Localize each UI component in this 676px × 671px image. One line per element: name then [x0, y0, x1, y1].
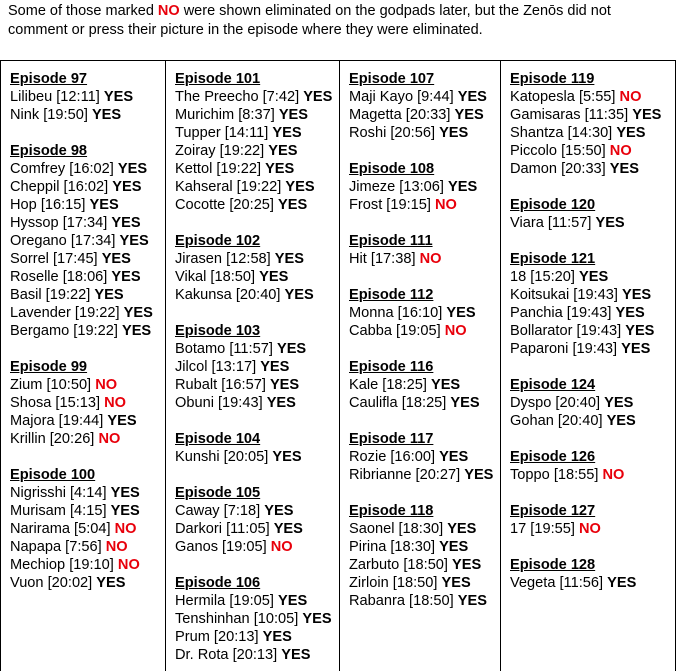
- contestant-name-time: Gamisaras [11:35]: [510, 107, 629, 123]
- contestant-name-time: Jilcol [13:17]: [175, 359, 257, 375]
- verdict-yes: YES: [615, 305, 645, 321]
- episode-title: Episode 116: [349, 359, 434, 375]
- contestant-name-time: Damon [20:33]: [510, 161, 606, 177]
- episode-title: Episode 100: [10, 467, 96, 483]
- contestant-entry: [175, 538, 339, 556]
- contestant-entry: [510, 466, 675, 484]
- verdict-yes: YES: [607, 575, 637, 591]
- table-column-2: [165, 61, 339, 671]
- contestant-entry: [175, 340, 339, 358]
- verdict-yes: YES: [273, 521, 303, 537]
- contestant-name-time: Kettol [19:22]: [175, 161, 262, 177]
- contestant-entry: [10, 538, 165, 556]
- contestant-name-time: Nink [19:50]: [10, 107, 88, 123]
- intro-text-before: Some of those marked: [8, 3, 158, 19]
- table-column-4: [500, 61, 675, 671]
- intro-text-after: were shown eliminated on the godpads later, but the Zenōs did not comment or press their picture in the episode where they were eliminated.: [8, 3, 611, 38]
- contestant-entry: [510, 304, 675, 322]
- contestant-entry: [175, 628, 339, 646]
- contestant-name-time: Piccolo [15:50]: [510, 143, 606, 159]
- verdict-yes: YES: [454, 107, 484, 123]
- episode-title: Episode 101: [175, 71, 261, 87]
- verdict-no: NO: [105, 539, 128, 555]
- episode-title: Episode 124: [510, 377, 596, 393]
- contestant-name-time: Darkori [11:05]: [175, 521, 270, 537]
- contestant-name-time: Dr. Rota [20:13]: [175, 647, 278, 663]
- contestant-entry: [349, 574, 500, 592]
- contestant-entry: [10, 484, 165, 502]
- contestant-entry: [10, 322, 165, 340]
- verdict-yes: YES: [439, 449, 469, 465]
- contestant-entry: [10, 412, 165, 430]
- verdict-yes: YES: [302, 611, 332, 627]
- contestant-name-time: Prum [20:13]: [175, 629, 259, 645]
- contestant-name-time: The Preecho [7:42]: [175, 89, 300, 105]
- contestant-name-time: Nigrisshi [4:14]: [10, 485, 107, 501]
- contestant-name-time: Hop [16:15]: [10, 197, 86, 213]
- verdict-yes: YES: [107, 413, 137, 429]
- contestant-name-time: Obuni [19:43]: [175, 395, 263, 411]
- verdict-yes: YES: [274, 251, 304, 267]
- contestant-name-time: Tupper [14:11]: [175, 125, 269, 141]
- contestant-entry: [175, 376, 339, 394]
- verdict-yes: YES: [278, 197, 308, 213]
- contestant-entry: [510, 412, 675, 430]
- contestant-entry: [10, 556, 165, 574]
- verdict-yes: YES: [265, 161, 295, 177]
- contestant-name-time: Kunshi [20:05]: [175, 449, 269, 465]
- contestant-name-time: Monna [16:10]: [349, 305, 443, 321]
- verdict-yes: YES: [278, 593, 308, 609]
- contestant-name-time: Gohan [20:40]: [510, 413, 603, 429]
- contestant-entry: [10, 178, 165, 196]
- contestant-entry: [175, 196, 339, 214]
- contestant-entry: [510, 520, 675, 538]
- contestant-name-time: Shantza [14:30]: [510, 125, 613, 141]
- verdict-yes: YES: [450, 395, 480, 411]
- contestant-entry: [175, 160, 339, 178]
- intro-note: [8, 2, 672, 40]
- contestant-entry: [349, 106, 500, 124]
- verdict-yes: YES: [119, 233, 149, 249]
- verdict-yes: YES: [285, 179, 315, 195]
- verdict-yes: YES: [446, 305, 476, 321]
- verdict-yes: YES: [268, 143, 298, 159]
- contestant-name-time: Katopesla [5:55]: [510, 89, 616, 105]
- contestant-name-time: Saonel [18:30]: [349, 521, 444, 537]
- contestant-entry: [349, 124, 500, 142]
- contestant-name-time: Basil [19:22]: [10, 287, 91, 303]
- verdict-yes: YES: [447, 179, 478, 195]
- contestant-name-time: Majora [19:44]: [10, 413, 104, 429]
- contestant-entry: [349, 538, 500, 556]
- contestant-entry: [349, 304, 500, 322]
- verdict-yes: YES: [278, 107, 309, 123]
- episode-title: Episode 99: [10, 359, 88, 375]
- episode-block: [175, 322, 339, 412]
- contestant-entry: [175, 394, 339, 412]
- verdict-yes: YES: [121, 323, 152, 339]
- contestant-entry: [10, 160, 165, 178]
- episode-block: [175, 484, 339, 556]
- episode-block: [10, 142, 165, 340]
- contestant-name-time: Panchia [19:43]: [510, 305, 612, 321]
- verdict-yes: YES: [616, 125, 646, 141]
- episode-title: Episode 126: [510, 449, 596, 465]
- contestant-entry: [175, 358, 339, 376]
- contestant-entry: [349, 250, 500, 268]
- contestant-name-time: Botamo [11:57]: [175, 341, 273, 357]
- episode-block: [510, 70, 675, 178]
- contestant-name-time: Zirloin [18:50]: [349, 575, 438, 591]
- verdict-yes: YES: [96, 575, 126, 591]
- contestant-name-time: Zarbuto [18:50]: [349, 557, 448, 573]
- episode-block: [175, 574, 339, 664]
- verdict-yes: YES: [259, 269, 289, 285]
- contestant-entry: [175, 520, 339, 538]
- episode-block: [349, 232, 500, 268]
- contestant-name-time: Jirasen [12:58]: [175, 251, 271, 267]
- contestant-entry: [510, 574, 675, 592]
- contestant-name-time: Tenshinhan [10:05]: [175, 611, 299, 627]
- contestant-entry: [175, 88, 339, 106]
- episode-title: Episode 118: [349, 503, 434, 519]
- verdict-yes: YES: [94, 287, 124, 303]
- verdict-no: NO: [619, 89, 642, 105]
- contestant-name-time: Hit [17:38]: [349, 251, 416, 267]
- verdict-no: NO: [104, 395, 127, 411]
- contestant-entry: [510, 160, 675, 178]
- contestant-name-time: Paparoni [19:43]: [510, 341, 618, 357]
- episode-block: [510, 196, 675, 232]
- contestant-entry: [10, 394, 165, 412]
- contestant-entry: [175, 610, 339, 628]
- verdict-yes: YES: [609, 161, 639, 177]
- verdict-yes: YES: [464, 467, 494, 483]
- verdict-no: NO: [270, 539, 293, 555]
- verdict-yes: YES: [272, 449, 302, 465]
- contestant-name-time: Dyspo [20:40]: [510, 395, 601, 411]
- contestant-name-time: Roselle [18:06]: [10, 269, 108, 285]
- contestant-entry: [175, 502, 339, 520]
- verdict-yes: YES: [111, 215, 141, 231]
- verdict-yes: YES: [110, 485, 140, 501]
- verdict-yes: YES: [621, 287, 652, 303]
- contestant-entry: [510, 214, 675, 232]
- episode-block: [10, 358, 165, 448]
- contestant-entry: [10, 502, 165, 520]
- contestant-entry: [10, 88, 165, 106]
- episode-title: Episode 106: [175, 575, 261, 591]
- episode-block: [510, 556, 675, 592]
- episode-block: [10, 70, 165, 124]
- verdict-yes: YES: [272, 125, 302, 141]
- contestant-name-time: Pirina [18:30]: [349, 539, 435, 555]
- contestant-entry: [10, 520, 165, 538]
- contestant-name-time: Koitsukai [19:43]: [510, 287, 618, 303]
- intro-no-word: NO: [157, 3, 180, 19]
- contestant-name-time: Murichim [8:37]: [175, 107, 275, 123]
- contestant-entry: [175, 178, 339, 196]
- contestant-entry: [175, 142, 339, 160]
- contestant-name-time: Lilibeu [12:11]: [10, 89, 100, 105]
- contestant-entry: [349, 376, 500, 394]
- contestant-entry: [510, 142, 675, 160]
- episode-title: Episode 108: [349, 161, 435, 177]
- contestant-entry: [349, 178, 500, 196]
- verdict-yes: YES: [303, 89, 333, 105]
- contestant-entry: [349, 466, 500, 484]
- episode-block: [349, 286, 500, 340]
- verdict-yes: YES: [269, 377, 300, 393]
- contestant-entry: [175, 250, 339, 268]
- contestant-entry: [510, 340, 675, 358]
- verdict-yes: YES: [281, 647, 311, 663]
- verdict-yes: YES: [89, 197, 119, 213]
- contestant-name-time: Caway [7:18]: [175, 503, 261, 519]
- contestant-name-time: Vikal [18:50]: [175, 269, 256, 285]
- episode-title: Episode 97: [10, 71, 88, 87]
- contestant-entry: [10, 286, 165, 304]
- episode-title: Episode 120: [510, 197, 596, 213]
- verdict-yes: YES: [284, 287, 314, 303]
- verdict-yes: YES: [264, 503, 294, 519]
- verdict-yes: YES: [604, 395, 634, 411]
- contestant-name-time: Cheppil [16:02]: [10, 179, 109, 195]
- contestant-entry: [349, 394, 500, 412]
- contestant-name-time: Toppo [18:55]: [510, 467, 599, 483]
- contestant-name-time: Zoiray [19:22]: [175, 143, 265, 159]
- verdict-yes: YES: [447, 521, 477, 537]
- episode-block: [175, 430, 339, 466]
- verdict-yes: YES: [606, 413, 636, 429]
- verdict-yes: YES: [439, 539, 469, 555]
- verdict-yes: YES: [621, 341, 651, 357]
- contestant-name-time: Comfrey [16:02]: [10, 161, 114, 177]
- contestant-name-time: Rubalt [16:57]: [175, 377, 266, 393]
- verdict-yes: YES: [123, 305, 153, 321]
- verdict-yes: YES: [117, 161, 148, 177]
- contestant-entry: [349, 448, 500, 466]
- contestant-name-time: 17 [19:55]: [510, 521, 575, 537]
- episode-block: [349, 358, 500, 412]
- episode-block: [510, 448, 675, 484]
- episode-title: Episode 128: [510, 557, 596, 573]
- episode-title: Episode 104: [175, 431, 261, 447]
- contestant-name-time: Hyssop [17:34]: [10, 215, 108, 231]
- contestant-entry: [349, 520, 500, 538]
- contestant-entry: [510, 286, 675, 304]
- verdict-yes: YES: [266, 395, 296, 411]
- verdict-yes: YES: [110, 503, 140, 519]
- verdict-no: NO: [578, 521, 601, 537]
- contestant-name-time: Murisam [4:15]: [10, 503, 107, 519]
- verdict-no: NO: [114, 521, 137, 537]
- episode-title: Episode 127: [510, 503, 596, 519]
- verdict-yes: YES: [595, 215, 625, 231]
- contestant-entry: [349, 196, 500, 214]
- episode-title: Episode 112: [349, 287, 434, 303]
- contestant-name-time: Kakunsa [20:40]: [175, 287, 281, 303]
- contestant-entry: [10, 268, 165, 286]
- verdict-yes: YES: [91, 107, 122, 123]
- contestant-name-time: Caulifla [18:25]: [349, 395, 447, 411]
- episode-title: Episode 119: [510, 71, 595, 87]
- contestant-name-time: Rabanra [18:50]: [349, 593, 454, 609]
- verdict-yes: YES: [452, 557, 482, 573]
- episode-block: [10, 466, 165, 592]
- verdict-no: NO: [609, 143, 632, 159]
- verdict-no: NO: [444, 323, 467, 339]
- verdict-yes: YES: [260, 359, 290, 375]
- verdict-no: NO: [435, 197, 457, 213]
- contestant-name-time: Rozie [16:00]: [349, 449, 435, 465]
- contestant-name-time: Hermila [19:05]: [175, 593, 274, 609]
- elimination-table: [0, 60, 676, 671]
- contestant-name-time: Shosa [15:13]: [10, 395, 101, 411]
- contestant-name-time: Lavender [19:22]: [10, 305, 120, 321]
- contestant-entry: [510, 88, 675, 106]
- contestant-name-time: Cabba [19:05]: [349, 323, 441, 339]
- verdict-yes: YES: [457, 89, 487, 105]
- episode-block: [510, 250, 675, 358]
- contestant-entry: [510, 322, 675, 340]
- contestant-entry: [10, 430, 165, 448]
- contestant-name-time: Vuon [20:02]: [10, 575, 93, 591]
- contestant-name-time: Mechiop [19:10]: [10, 557, 114, 573]
- contestant-entry: [175, 106, 339, 124]
- contestant-entry: [175, 286, 339, 304]
- episode-title: Episode 102: [175, 233, 261, 249]
- verdict-yes: YES: [441, 575, 471, 591]
- contestant-name-time: Kale [18:25]: [349, 377, 427, 393]
- contestant-name-time: Ganos [19:05]: [175, 539, 267, 555]
- verdict-no: NO: [419, 251, 442, 267]
- verdict-no: NO: [602, 467, 625, 483]
- verdict-yes: YES: [457, 593, 487, 609]
- contestant-name-time: Bollarator [19:43]: [510, 323, 622, 339]
- verdict-yes: YES: [578, 269, 609, 285]
- table-column-1: [1, 61, 165, 671]
- contestant-entry: [10, 106, 165, 124]
- contestant-entry: [175, 268, 339, 286]
- contestant-name-time: Sorrel [17:45]: [10, 251, 98, 267]
- episode-title: Episode 107: [349, 71, 435, 87]
- contestant-name-time: Roshi [20:56]: [349, 125, 435, 141]
- contestant-entry: [175, 646, 339, 664]
- verdict-yes: YES: [430, 377, 461, 393]
- verdict-no: NO: [95, 377, 118, 393]
- contestant-name-time: Zium [10:50]: [10, 377, 92, 393]
- episode-title: Episode 111: [349, 233, 433, 249]
- contestant-entry: [510, 124, 675, 142]
- verdict-yes: YES: [103, 89, 134, 105]
- episode-block: [510, 502, 675, 538]
- verdict-yes: YES: [632, 107, 662, 123]
- contestant-name-time: Bergamo [19:22]: [10, 323, 118, 339]
- verdict-yes: YES: [262, 629, 292, 645]
- episode-title: Episode 105: [175, 485, 261, 501]
- contestant-name-time: Frost [19:15]: [349, 197, 431, 213]
- contestant-entry: [10, 232, 165, 250]
- episode-block: [349, 160, 500, 214]
- episode-block: [175, 232, 339, 304]
- verdict-yes: YES: [439, 125, 469, 141]
- verdict-no: NO: [117, 557, 140, 573]
- contestant-entry: [349, 592, 500, 610]
- episode-block: [175, 70, 339, 214]
- contestant-name-time: Jimeze [13:06]: [349, 179, 444, 195]
- contestant-name-time: Ribrianne [20:27]: [349, 467, 461, 483]
- contestant-name-time: Magetta [20:33]: [349, 107, 451, 123]
- contestant-entry: [10, 574, 165, 592]
- verdict-yes: YES: [625, 323, 655, 339]
- contestant-name-time: Viara [11:57]: [510, 215, 592, 231]
- contestant-entry: [10, 304, 165, 322]
- contestant-entry: [510, 106, 675, 124]
- verdict-no: NO: [98, 431, 121, 447]
- verdict-yes: YES: [112, 179, 142, 195]
- contestant-entry: [175, 448, 339, 466]
- episode-title: Episode 103: [175, 323, 261, 339]
- contestant-entry: [10, 250, 165, 268]
- episode-title: Episode 98: [10, 143, 88, 159]
- contestant-name-time: Oregano [17:34]: [10, 233, 116, 249]
- contestant-name-time: Krillin [20:26]: [10, 431, 95, 447]
- contestant-name-time: Vegeta [11:56]: [510, 575, 604, 591]
- episode-title: Episode 121: [510, 251, 596, 267]
- contestant-entry: [10, 376, 165, 394]
- contestant-entry: [10, 196, 165, 214]
- contestant-name-time: Maji Kayo [9:44]: [349, 89, 454, 105]
- contestant-entry: [175, 124, 339, 142]
- contestant-name-time: Napapa [7:56]: [10, 539, 102, 555]
- verdict-yes: YES: [276, 341, 307, 357]
- episode-block: [510, 376, 675, 430]
- contestant-name-time: Cocotte [20:25]: [175, 197, 274, 213]
- contestant-entry: [175, 592, 339, 610]
- contestant-entry: [349, 88, 500, 106]
- contestant-entry: [510, 394, 675, 412]
- episode-title: Episode 117: [349, 431, 434, 447]
- verdict-yes: YES: [111, 269, 141, 285]
- contestant-entry: [349, 322, 500, 340]
- contestant-name-time: Kahseral [19:22]: [175, 179, 282, 195]
- episode-block: [349, 70, 500, 142]
- episode-block: [349, 502, 500, 610]
- contestant-entry: [10, 214, 165, 232]
- contestant-entry: [349, 556, 500, 574]
- contestant-name-time: 18 [15:20]: [510, 269, 575, 285]
- verdict-yes: YES: [101, 251, 131, 267]
- table-column-3: [339, 61, 500, 671]
- episode-block: [349, 430, 500, 484]
- contestant-name-time: Narirama [5:04]: [10, 521, 111, 537]
- contestant-entry: [510, 268, 675, 286]
